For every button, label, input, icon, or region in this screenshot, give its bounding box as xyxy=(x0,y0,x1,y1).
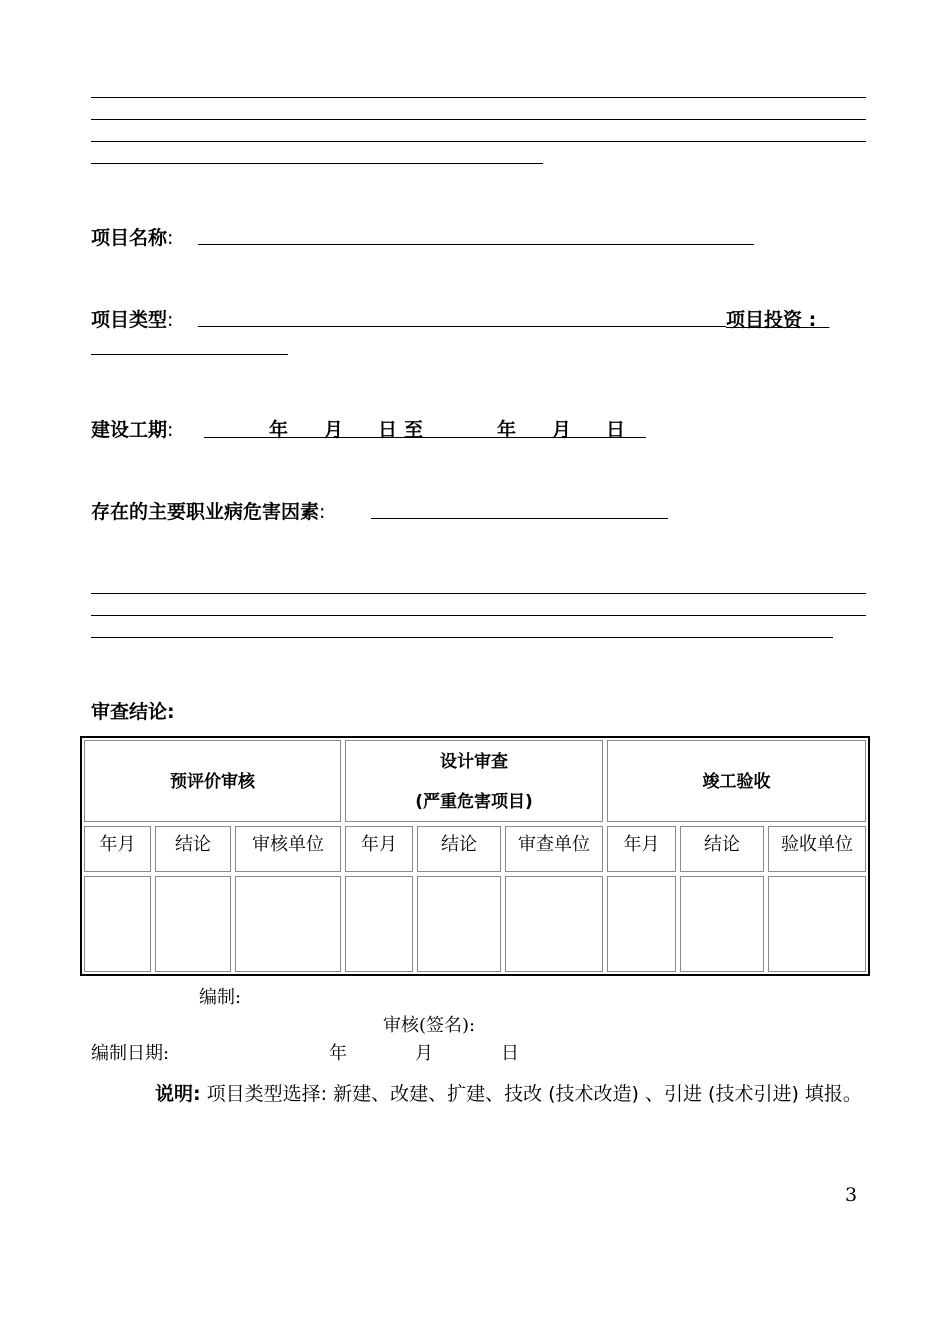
review-table xyxy=(80,736,870,976)
start-day: 日 xyxy=(378,419,398,441)
review-heading: 审查结论: xyxy=(91,701,175,723)
compiled-by-label: 编制: xyxy=(199,987,242,1008)
group-subtitle: (严重危害项目) xyxy=(415,792,533,812)
blank-line xyxy=(91,163,543,164)
project-name-label: 项目名称: xyxy=(91,227,174,249)
project-type-label: 项目类型: xyxy=(91,309,174,331)
entry-cell[interactable] xyxy=(345,876,413,972)
reviewed-by-label: 审核(签名): xyxy=(383,1015,476,1036)
start-year: 年 xyxy=(269,419,289,441)
end-year: 年 xyxy=(497,419,517,441)
entry-cell[interactable] xyxy=(417,876,501,972)
end-day: 日 xyxy=(606,419,626,441)
end-month: 月 xyxy=(552,419,572,441)
entry-cell[interactable] xyxy=(235,876,341,972)
start-month: 月 xyxy=(324,419,344,441)
page-number: 3 xyxy=(845,1184,858,1206)
project-type-field[interactable] xyxy=(198,326,726,327)
col-header: 审核单位 xyxy=(235,826,341,872)
date-year: 年 xyxy=(329,1043,347,1064)
blank-line xyxy=(91,119,866,120)
col-header: 结论 xyxy=(417,826,501,872)
blank-line xyxy=(91,141,866,142)
schedule-label: 建设工期: xyxy=(91,419,174,441)
project-name-field[interactable] xyxy=(198,244,754,245)
group-header-preeval xyxy=(84,740,341,822)
group-title: 竣工验收 xyxy=(702,772,771,792)
group-title: 预评价审核 xyxy=(170,772,255,792)
date-month: 月 xyxy=(415,1043,433,1064)
entry-cell[interactable] xyxy=(505,876,603,972)
col-header: 年月 xyxy=(84,826,151,872)
hazard-label: 存在的主要职业病危害因素: xyxy=(91,501,326,523)
entry-cell[interactable] xyxy=(607,876,676,972)
blank-line xyxy=(91,637,833,638)
col-header: 结论 xyxy=(155,826,231,872)
date-day: 日 xyxy=(501,1043,519,1064)
compiled-date-label: 编制日期: xyxy=(91,1043,170,1064)
entry-cell[interactable] xyxy=(680,876,764,972)
col-header: 结论 xyxy=(680,826,764,872)
entry-cell[interactable] xyxy=(84,876,151,972)
group-title: 设计审查 xyxy=(440,752,508,772)
col-header: 年月 xyxy=(607,826,676,872)
note-text: 项目类型选择: 新建、改建、扩建、技改 (技术改造) 、引进 (技术引进) 填报。 xyxy=(206,1083,862,1105)
entry-cell[interactable] xyxy=(155,876,231,972)
blank-line xyxy=(91,97,866,98)
entry-cell[interactable] xyxy=(768,876,866,972)
blank-line xyxy=(91,593,866,594)
col-header: 审查单位 xyxy=(505,826,603,872)
group-header-completion xyxy=(607,740,866,822)
col-header: 年月 xyxy=(345,826,413,872)
investment-field[interactable] xyxy=(91,354,288,355)
investment-label: 项目投资 : xyxy=(726,309,817,331)
blank-line xyxy=(91,615,866,616)
instructions-note xyxy=(91,1079,866,1109)
to-label: 至 xyxy=(404,419,424,441)
col-header: 验收单位 xyxy=(768,826,866,872)
note-label: 说明: xyxy=(155,1083,201,1105)
hazard-field[interactable] xyxy=(371,518,668,519)
group-header-design xyxy=(345,740,603,822)
